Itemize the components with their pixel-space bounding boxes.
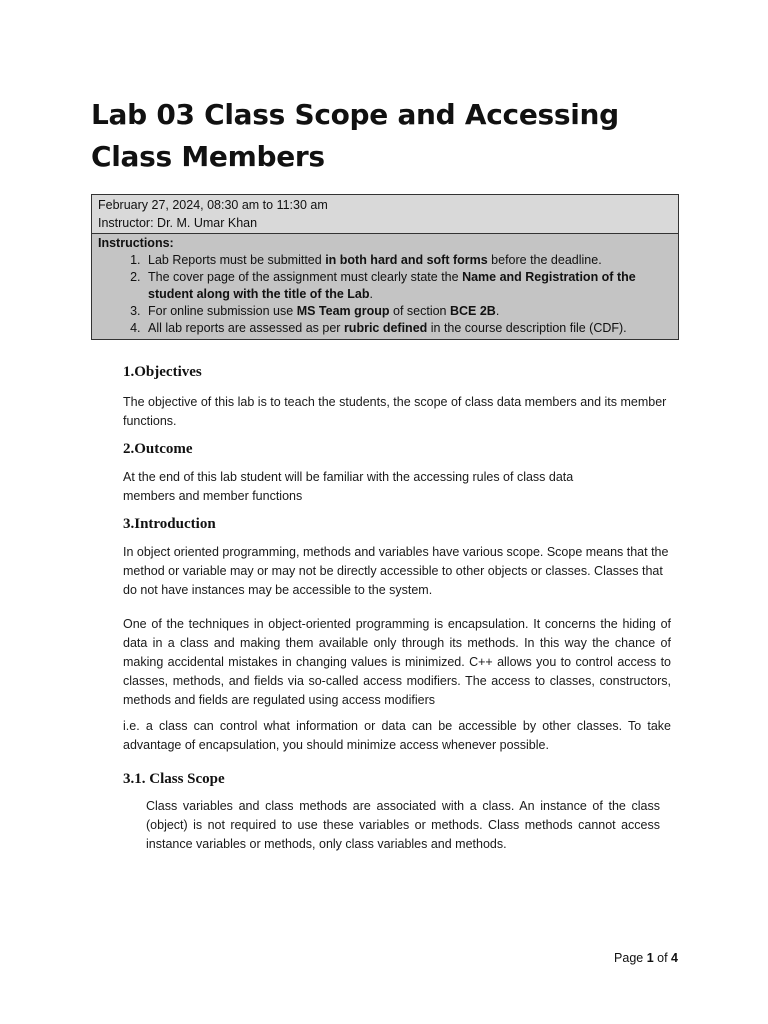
page-number: 1	[646, 951, 654, 965]
lab-instructor: Instructor: Dr. M. Umar Khan	[98, 216, 258, 230]
instruction-item: 3. For online submission use MS Team group of section BCE 2B.	[144, 303, 672, 320]
lab-schedule	[92, 195, 678, 234]
class-scope-text: Class variables and class methods are associated with a class. An instance of the class (object) is not required to use these variables or methods. Class methods cannot access instance variables or methods, only class variables and methods.	[146, 799, 660, 851]
outcome-text: At the end of this lab student will be familiar with the accessing rules of class data members and member functions	[123, 470, 574, 503]
instructions-heading: Instructions:	[98, 236, 174, 250]
objectives-heading: 1.Objectives	[123, 364, 202, 380]
instruction-item: 4. All lab reports are assessed as per rubric defined in the course description file (CDF).	[144, 320, 672, 337]
introduction-heading: 3.Introduction	[123, 516, 216, 532]
introduction-paragraph-2: One of the techniques in object-oriented programming is encapsulation. It concerns the hiding of data in a class and making them available only through its methods. In this way the chance of making accidental mistakes in changing values is minimized. C++ allows you to control access to classes, methods, and fields via so-called access modifiers. The access to classes, constructors, methods and fields are regulated using access modifiers	[123, 617, 671, 707]
page-total: 4	[671, 951, 678, 965]
lab-date-time: February 27, 2024, 08:30 am to 11:30 am	[98, 198, 328, 212]
class-scope-heading: 3.1. Class Scope	[123, 771, 225, 787]
instruction-item: 1. Lab Reports must be submitted in both hard and soft forms before the deadline.	[144, 252, 672, 269]
instructions-block	[92, 234, 678, 339]
instructions-list	[98, 252, 672, 337]
introduction-paragraph-3: i.e. a class can control what information or data can be accessible by other classes. To take advantage of encapsulation, you should minimize access whenever possible.	[123, 719, 671, 752]
objectives-text: The objective of this lab is to teach the students, the scope of class data members and its member functions.	[123, 395, 667, 428]
lab-info-box	[91, 194, 679, 340]
document-title: Lab 03 Class Scope and Accessing Class Members	[91, 98, 619, 173]
outcome-heading: 2.Outcome	[123, 441, 193, 457]
page-footer: Page 1 of 4	[614, 951, 678, 965]
introduction-paragraph-1: In object oriented programming, methods and variables have various scope. Scope means that the method or variable may or may not be directly accessible to other objects or classes. Classes that do not have instances may be accessible to the system.	[123, 545, 669, 597]
instruction-item: 2. The cover page of the assignment must clearly state the Name and Registration of the student along with the title of the Lab.	[144, 269, 672, 303]
